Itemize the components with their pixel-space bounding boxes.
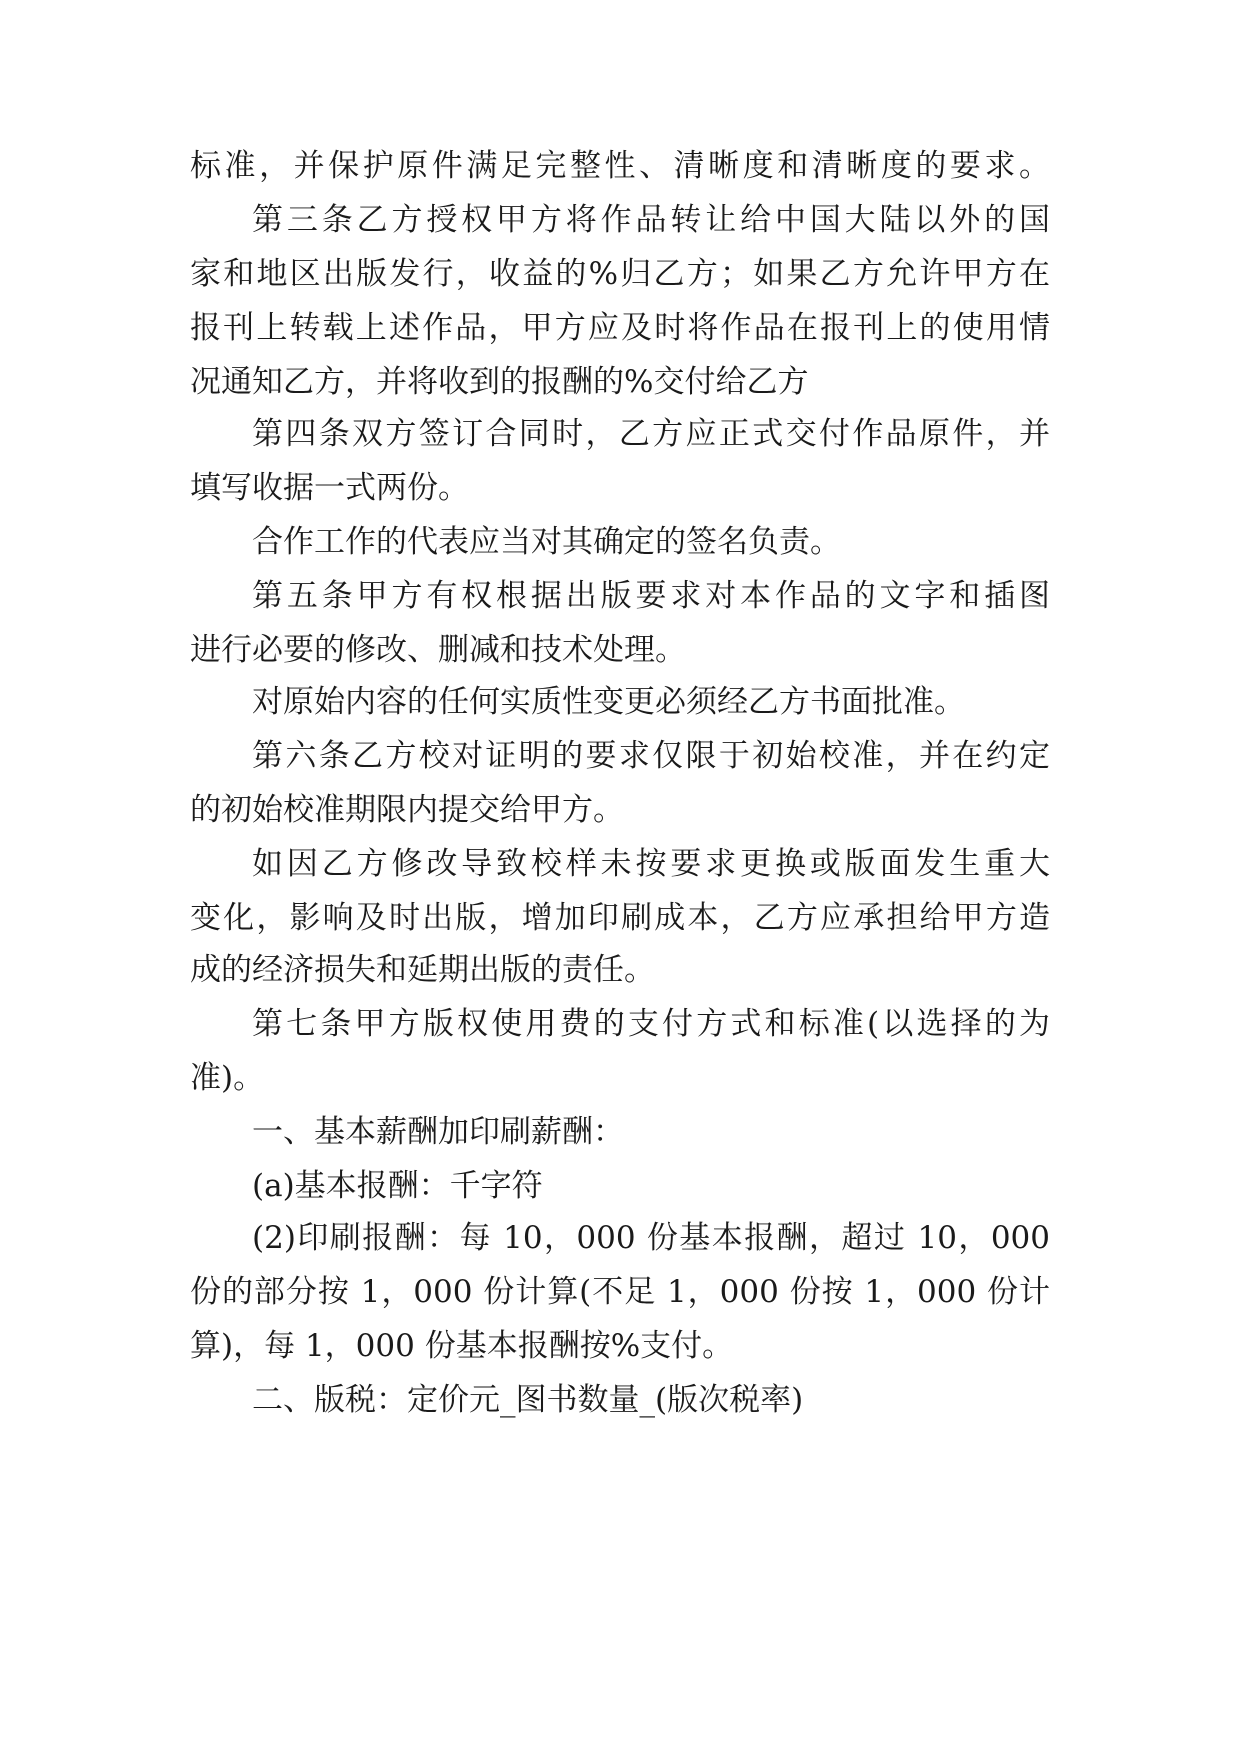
text-line: 报刊上转载上述作品，甲方应及时将作品在报刊上的使用情 — [190, 310, 1050, 346]
text-line: 进行必要的修改、删减和技术处理。 — [190, 632, 686, 668]
text-line: 合作工作的代表应当对其确定的签名负责。 — [252, 524, 841, 560]
text-line: 况通知乙方，并将收到的报酬的%交付给乙方 — [190, 364, 809, 400]
text-line: 家和地区出版发行，收益的%归乙方；如果乙方允许甲方在 — [190, 256, 1050, 292]
text-line: 算)，每 1，000 份基本报酬按%支付。 — [190, 1328, 734, 1364]
text-line: (a)基本报酬：千字符 — [252, 1168, 543, 1204]
text-line: 如因乙方修改导致校样未按要求更换或版面发生重大 — [252, 846, 1050, 882]
text-line: 变化，影响及时出版，增加印刷成本，乙方应承担给甲方造 — [190, 900, 1050, 936]
text-line: 第三条乙方授权甲方将作品转让给中国大陆以外的国 — [252, 202, 1050, 238]
text-line: 一、基本薪酬加印刷薪酬： — [252, 1114, 624, 1150]
text-line: 第七条甲方版权使用费的支付方式和标准(以选择的为 — [252, 1006, 1050, 1042]
text-line: 的初始校准期限内提交给甲方。 — [190, 792, 624, 828]
text-line: 填写收据一式两份。 — [190, 470, 469, 506]
text-line: 第六条乙方校对证明的要求仅限于初始校准，并在约定 — [252, 738, 1050, 774]
text-line: 份的部分按 1，000 份计算(不足 1，000 份按 1，000 份计 — [190, 1274, 1050, 1310]
text-line: 成的经济损失和延期出版的责任。 — [190, 952, 655, 988]
text-line: 准)。 — [190, 1060, 265, 1096]
text-line: 第五条甲方有权根据出版要求对本作品的文字和插图 — [252, 578, 1050, 614]
text-line: 二、版税：定价元_图书数量_(版次税率) — [252, 1382, 804, 1418]
text-line: (2)印刷报酬：每 10，000 份基本报酬，超过 10，000 — [252, 1220, 1050, 1256]
text-line: 第四条双方签订合同时，乙方应正式交付作品原件，并 — [252, 416, 1050, 452]
text-line: 对原始内容的任何实质性变更必须经乙方书面批准。 — [252, 684, 965, 720]
text-line: 标准，并保护原件满足完整性、清晰度和清晰度的要求。 — [190, 148, 1050, 184]
